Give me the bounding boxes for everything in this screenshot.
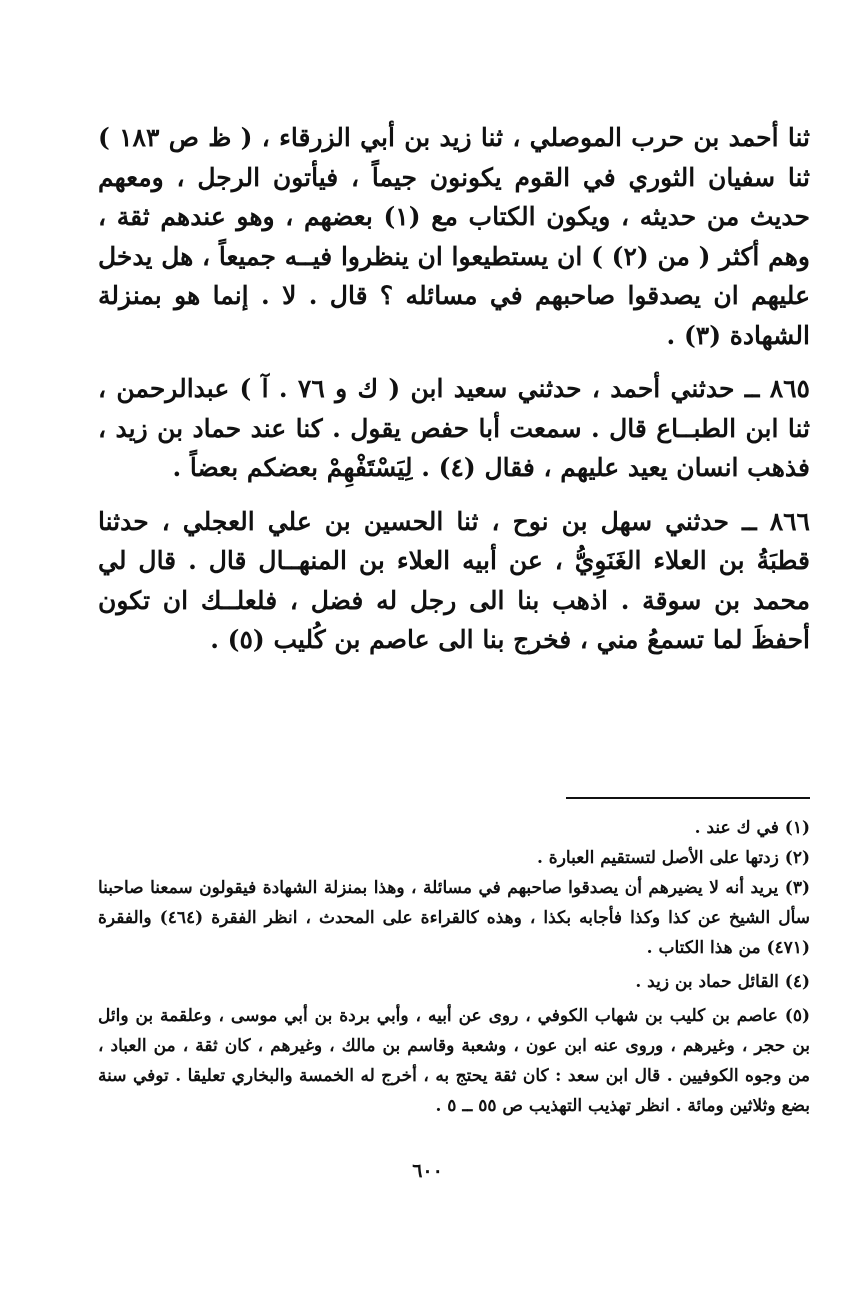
footnote-5: (٥) عاصم بن كليب بن شهاب الكوفي ، روى عن أبيه ، وأبي بردة بن أبي موسى ، وعلقمة بن وائل بن حجر ، وغيرهم ، وروى عنه ابن عون ، وشعبة وقاسم بن مالك ، وغيرهم ، كان ثقة ، من العباد ، من وجوه الكوفيين . قال ابن سعد : كان ثقة يحتج به ، أخرج له الخمسة والبخاري تعليقا . توفي سنة بضع وثلاثين ومائة . انظر تهذيب التهذيب ص ٥٥ ــ ٥ . [98, 1006, 810, 1116]
footnote-4: (٤) القائل حماد بن زيد . [635, 972, 810, 992]
footnote-separator [566, 797, 810, 799]
footnote-3: (٣) يريد أنه لا يضيرهم أن يصدقوا صاحبهم في مسائلة ، وهذا بمنزلة الشهادة فيقولون سمعنا صاحبنا سأل الشيخ عن كذا وكذا فأجابه بكذا ، وهذه كالقراءة على المحدث ، انظر الفقرة (٤٦٤) والفقرة (٤٧١) من هذا الكتاب . [98, 878, 810, 958]
paragraph-865: ٨٦٥ ــ حدثني أحمد ، حدثني سعيد ابن ( ك و ٧٦ . آ ) عبدالرحمن ، ثنا ابن الطبــاع قال . سمعت أبا حفص يقول . كنا عند حماد بن زيد ، فذهب انسان يعيد عليهم ، فقال (٤) . لِيَسْتَفْهِمْ بعضكم بعضاً . [98, 374, 810, 482]
page-number: ٦٠٠ [412, 1160, 443, 1182]
paragraph-866: ٨٦٦ ــ حدثني سهل بن نوح ، ثنا الحسين بن علي العجلي ، حدثنا قطبَةُ بن العلاء الغَنَوِيُّ ، عن أبيه العلاء بن المنهــال قال . قال لي محمد بن سوقة . اذهب بنا الى رجل له فضل ، فلعلــك ان تكون أحفظَ لما تسمعُ مني ، فخرج بنا الى عاصم بن كُليب (٥) . [98, 506, 810, 654]
main-text-body [98, 118, 810, 674]
paragraph-intro: ثنا أحمد بن حرب الموصلي ، ثنا زيد بن أبي الزرقاء ، ( ظ ص ١٨٣ ) ثنا سفيان الثوري في القوم يكونون جيماً ، فيأتون الرجل ، ومعهم حديث من حديثه ، ويكون الكتاب مع (١) بعضهم ، وهو عندهم ثقة ، وهم أكثر ( من (٢) ) ان يستطيعوا ان ينظروا فيــه جميعاً ، هل يدخل عليهم ان يصدقوا صاحبهم في مسائله ؟ قال . لا . إنما هو بمنزلة الشهادة (٣) . [98, 123, 810, 350]
footnote-2: (٢) زدتها على الأصل لتستقيم العبارة . [536, 848, 810, 868]
footnotes-section [98, 813, 810, 1121]
footnote-1: (١) في ك عند . [694, 818, 810, 838]
